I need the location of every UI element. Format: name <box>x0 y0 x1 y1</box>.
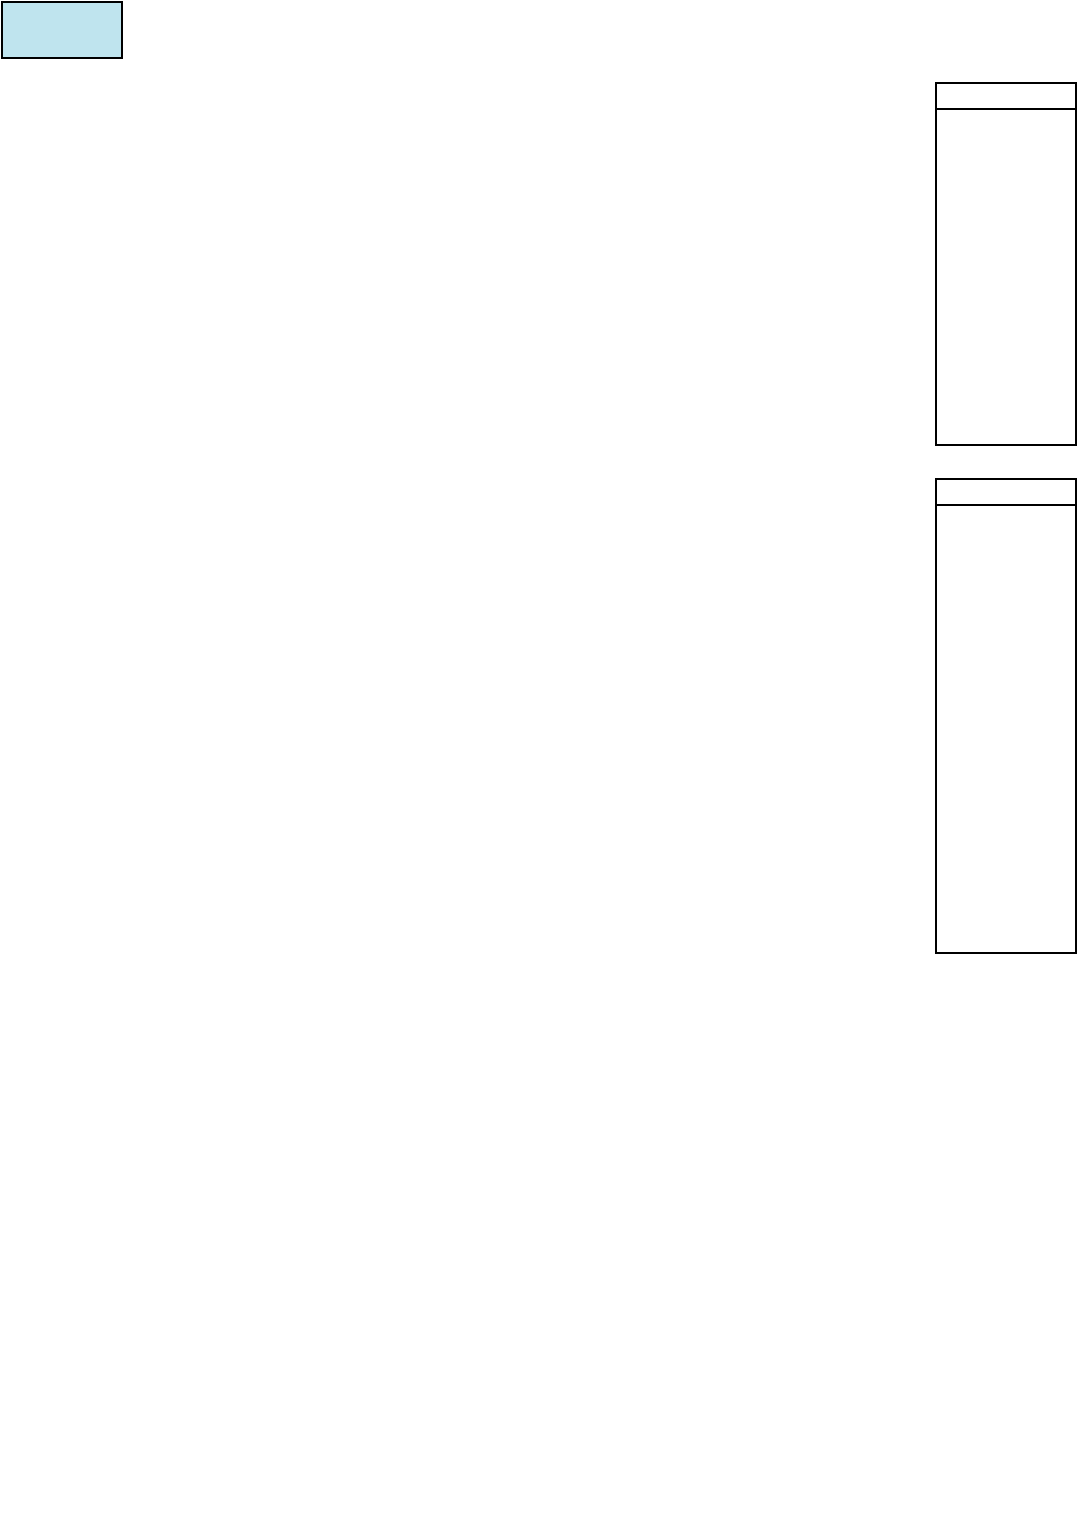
venue-table-header <box>937 84 1075 110</box>
venue-table <box>935 82 1077 446</box>
time-table <box>935 478 1077 954</box>
time-table-header <box>937 480 1075 506</box>
